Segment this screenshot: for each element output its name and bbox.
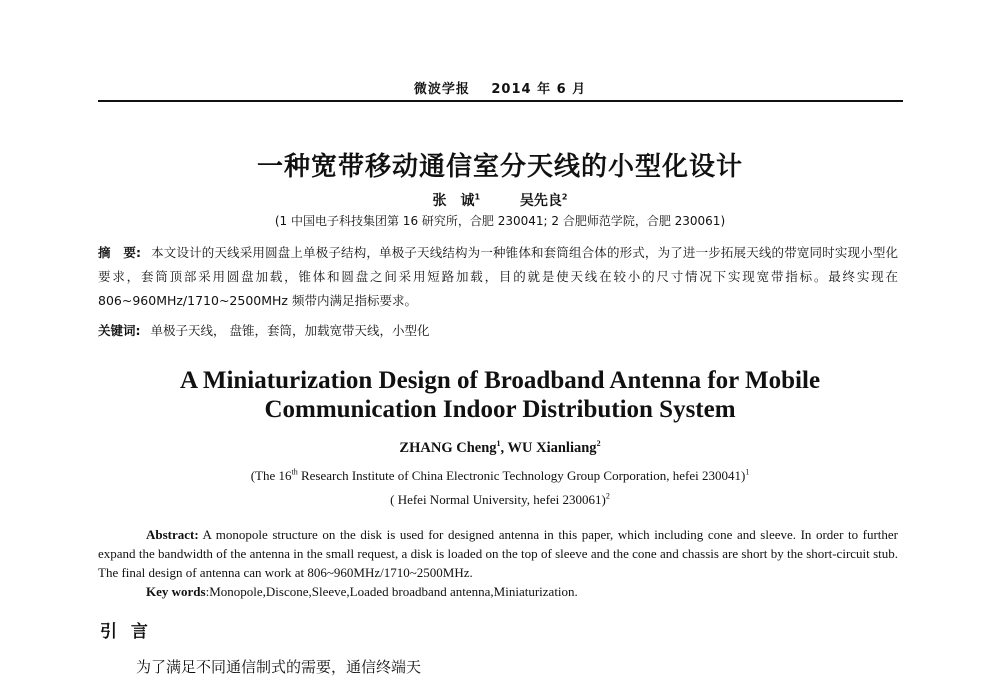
english-author-separator: ,	[500, 440, 508, 456]
chinese-author-2-sup: 2	[561, 192, 568, 202]
header-rule	[98, 100, 903, 102]
english-keywords-text: :Monopole,Discone,Sleeve,Loaded broadband antenna,Miniaturization.	[205, 584, 578, 599]
english-affiliation-2	[0, 492, 1000, 508]
english-keywords-label: Key words	[146, 584, 206, 599]
english-title-line-2: Communication Indoor Distribution System	[264, 396, 736, 423]
journal-header	[0, 78, 1000, 97]
chinese-authors	[0, 190, 1000, 210]
english-title-line-1: A Miniaturization Design of Broadband Antenna for Mobile	[179, 367, 821, 394]
english-affiliation-1-pre: (The 16	[250, 468, 292, 483]
chinese-keywords	[98, 321, 898, 339]
chinese-abstract	[98, 241, 898, 313]
english-author-2-sup: 2	[596, 439, 601, 449]
english-affiliation-1-th: th	[291, 467, 298, 477]
chinese-title: 一种宽带移动通信室分天线的小型化设计	[256, 152, 743, 182]
chinese-abstract-text: 本文设计的天线采用圆盘上单极子结构，单极子天线结构为一种锥体和套筒组合体的形式，为了进一步拓展天线的带宽同时实现小型化要求，套筒顶部采用圆盘加载，锥体和圆盘之间采用短路加载，目的就是使天线在较小的尺寸情况下实现宽带指标。最终实现在 806~960MHz/1710~2500MHz 频带内满足指标要求。	[98, 245, 898, 308]
chinese-affiliation: (1 中国电子科技集团第 16 研究所，合肥 230041; 2 合肥师范学院，合肥 230061)	[274, 214, 726, 228]
english-author-1: ZHANG Cheng	[399, 440, 497, 456]
english-authors	[0, 440, 1000, 457]
chinese-keywords-text: 单极子天线， 盘锥，套筒，加载宽带天线，小型化	[150, 323, 430, 338]
english-abstract	[98, 525, 898, 582]
english-author-1-sup: 1	[496, 439, 501, 449]
journal-name: 微波学报	[413, 82, 470, 97]
english-author-2: WU Xianliang	[507, 440, 597, 456]
section-heading-introduction: 引 言	[100, 622, 152, 642]
english-affiliation-2-text: ( Hefei Normal University, hefei 230061)	[390, 492, 606, 507]
english-affiliation-2-sup: 2	[605, 491, 610, 501]
english-affiliation-1-post: Research Institute of China Electronic Technology Group Corporation, hefei 230041)	[297, 468, 746, 483]
chinese-author-1-sup: 1	[474, 192, 481, 202]
english-keywords	[146, 584, 578, 600]
english-title	[0, 366, 1000, 424]
issue-date: 2014 年 6 月	[491, 82, 587, 97]
english-affiliation-1-sup: 1	[745, 467, 750, 477]
chinese-keywords-label: 关键词:	[98, 323, 141, 338]
english-abstract-text: A monopole structure on the disk is used for designed antenna in this paper, which including cone and sleeve. In order to further expand the bandwidth of the antenna in the small request, a disk is loaded on the top of sleeve and the cone and chassis are short by the short-circuit stub. The final design of antenna can work at 806~960MHz/1710~2500MHz.	[98, 527, 898, 580]
chinese-abstract-label: 摘 要:	[98, 245, 141, 260]
chinese-author-2: 吴先良	[519, 193, 562, 209]
english-affiliation-1	[0, 468, 1000, 484]
body-paragraph-first-line: 为了满足不同通信制式的需要，通信终端天	[136, 658, 422, 676]
english-abstract-label: Abstract:	[146, 527, 199, 542]
chinese-author-1: 张 诚	[432, 193, 475, 209]
